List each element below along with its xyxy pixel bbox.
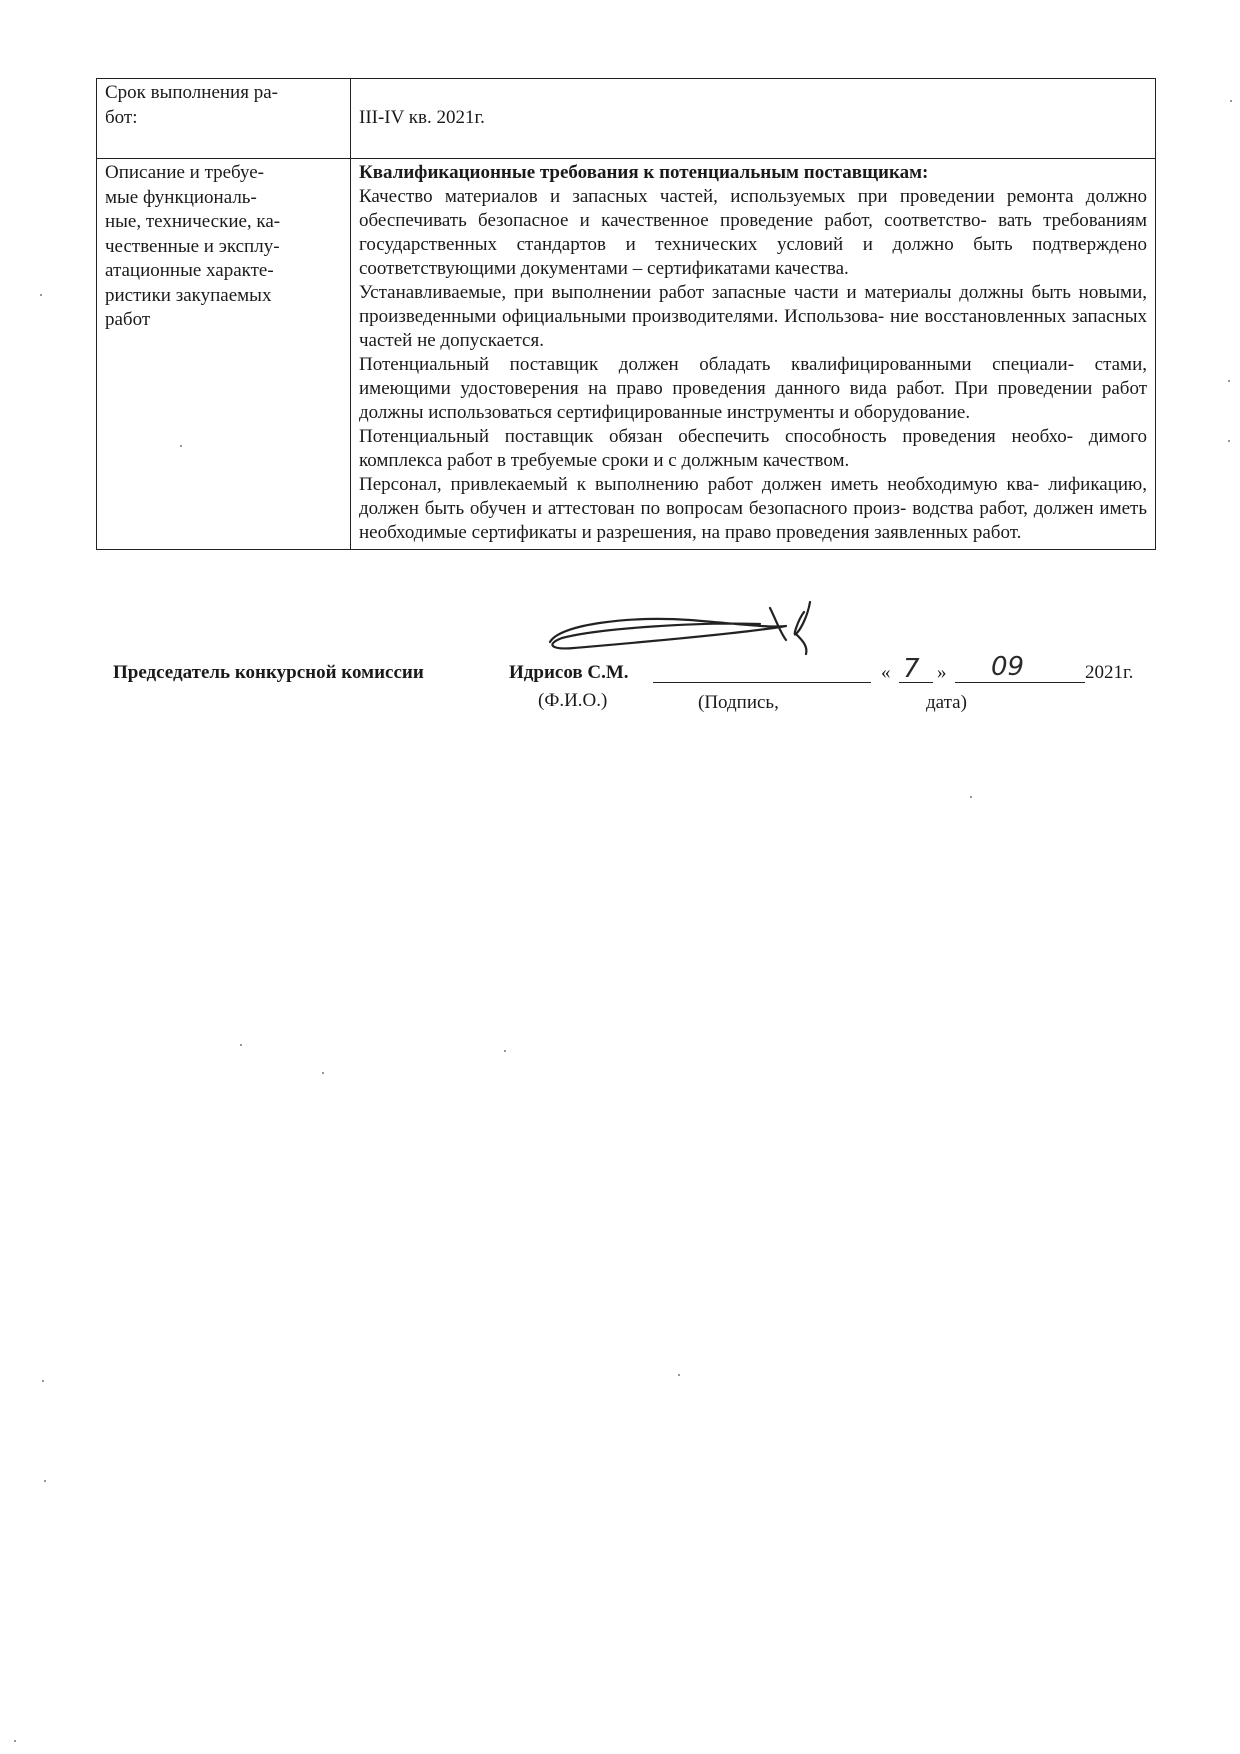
scan-speck <box>240 1044 242 1046</box>
paragraph-parts: Устанавливаемые, при выполнении работ запасные части и материалы должны быть новыми, произведенными официальными производителями. Использова- ние восстановленных запасных частей не допускается. <box>359 282 1147 351</box>
paragraph-capability: Потенциальный поставщик обязан обеспечить способность проведения необхо- димого комплекса работ в требуемые сроки и с должным качеством. <box>359 426 1147 471</box>
term-value: III-IV кв. 2021г. <box>351 79 1156 159</box>
description-cell <box>351 159 1156 550</box>
scan-speck <box>44 1480 46 1482</box>
scan-speck <box>180 445 182 447</box>
paragraph-personnel: Персонал, привлекаемый к выполнению работ должен иметь необходимую ква- лификацию, должен быть обучен и аттестован по вопросам безопасного произ- водства работ, должен иметь необходимые сертификаты и разрешения, на право проведения заявленных работ. <box>359 474 1147 543</box>
date-month-blank <box>955 682 1085 683</box>
requirements-table <box>96 78 1156 550</box>
date-quote-open: « <box>881 662 891 683</box>
date-year: 2021г. <box>1085 662 1134 683</box>
signature-blank <box>653 682 871 683</box>
signature-block <box>113 652 1153 716</box>
scan-speck <box>678 1374 680 1376</box>
caption-fio: (Ф.И.О.) <box>538 690 608 711</box>
table-row-description <box>97 159 1156 550</box>
paragraph-specialists: Потенциальный поставщик должен обладать квалифицированными специали- стами, имеющими удостоверения на право проведения данного вида работ. При проведении работ должны использоваться сертифицированные инструменты и оборудование. <box>359 354 1147 423</box>
signature-line <box>113 652 1153 690</box>
term-label: Срок выполнения ра- бот: <box>97 79 351 159</box>
date-quote-close: » <box>937 662 947 683</box>
scan-speck <box>1228 440 1230 442</box>
scan-speck <box>14 1740 16 1742</box>
chairman-role: Председатель конкурсной комиссии <box>113 662 424 683</box>
requirements-heading: Квалификационные требования к потенциальным поставщикам: <box>359 162 929 183</box>
paragraph-quality: Качество материалов и запасных частей, используемых при проведении ремонта должно обеспечивать безопасное и качественное проведение работ, соответство- вать требованиям государственных стандартов и технических условий и должно быть подтверждено соответствующими документами – сертификатами качества. <box>359 186 1147 279</box>
scan-speck <box>40 294 42 296</box>
date-day: 7 <box>903 654 920 684</box>
scan-speck <box>970 796 972 798</box>
scan-speck <box>504 1050 506 1052</box>
scan-speck <box>322 1072 324 1074</box>
caption-signature: (Подпись, <box>698 692 779 713</box>
description-label: Описание и требуе- мые функциональ- ные, технические, ка- чественные и эксплу- атационные характе- ристики закупаемых работ <box>97 159 351 550</box>
signature-captions <box>113 690 1153 716</box>
scan-speck <box>1230 100 1232 102</box>
chairman-name: Идрисов С.М. <box>509 662 629 683</box>
scan-speck <box>42 1380 44 1382</box>
date-month: 09 <box>991 652 1025 682</box>
requirements-text <box>359 185 1147 545</box>
table-row-term <box>97 79 1156 159</box>
scan-speck <box>1228 380 1230 382</box>
caption-date: дата) <box>926 692 967 713</box>
